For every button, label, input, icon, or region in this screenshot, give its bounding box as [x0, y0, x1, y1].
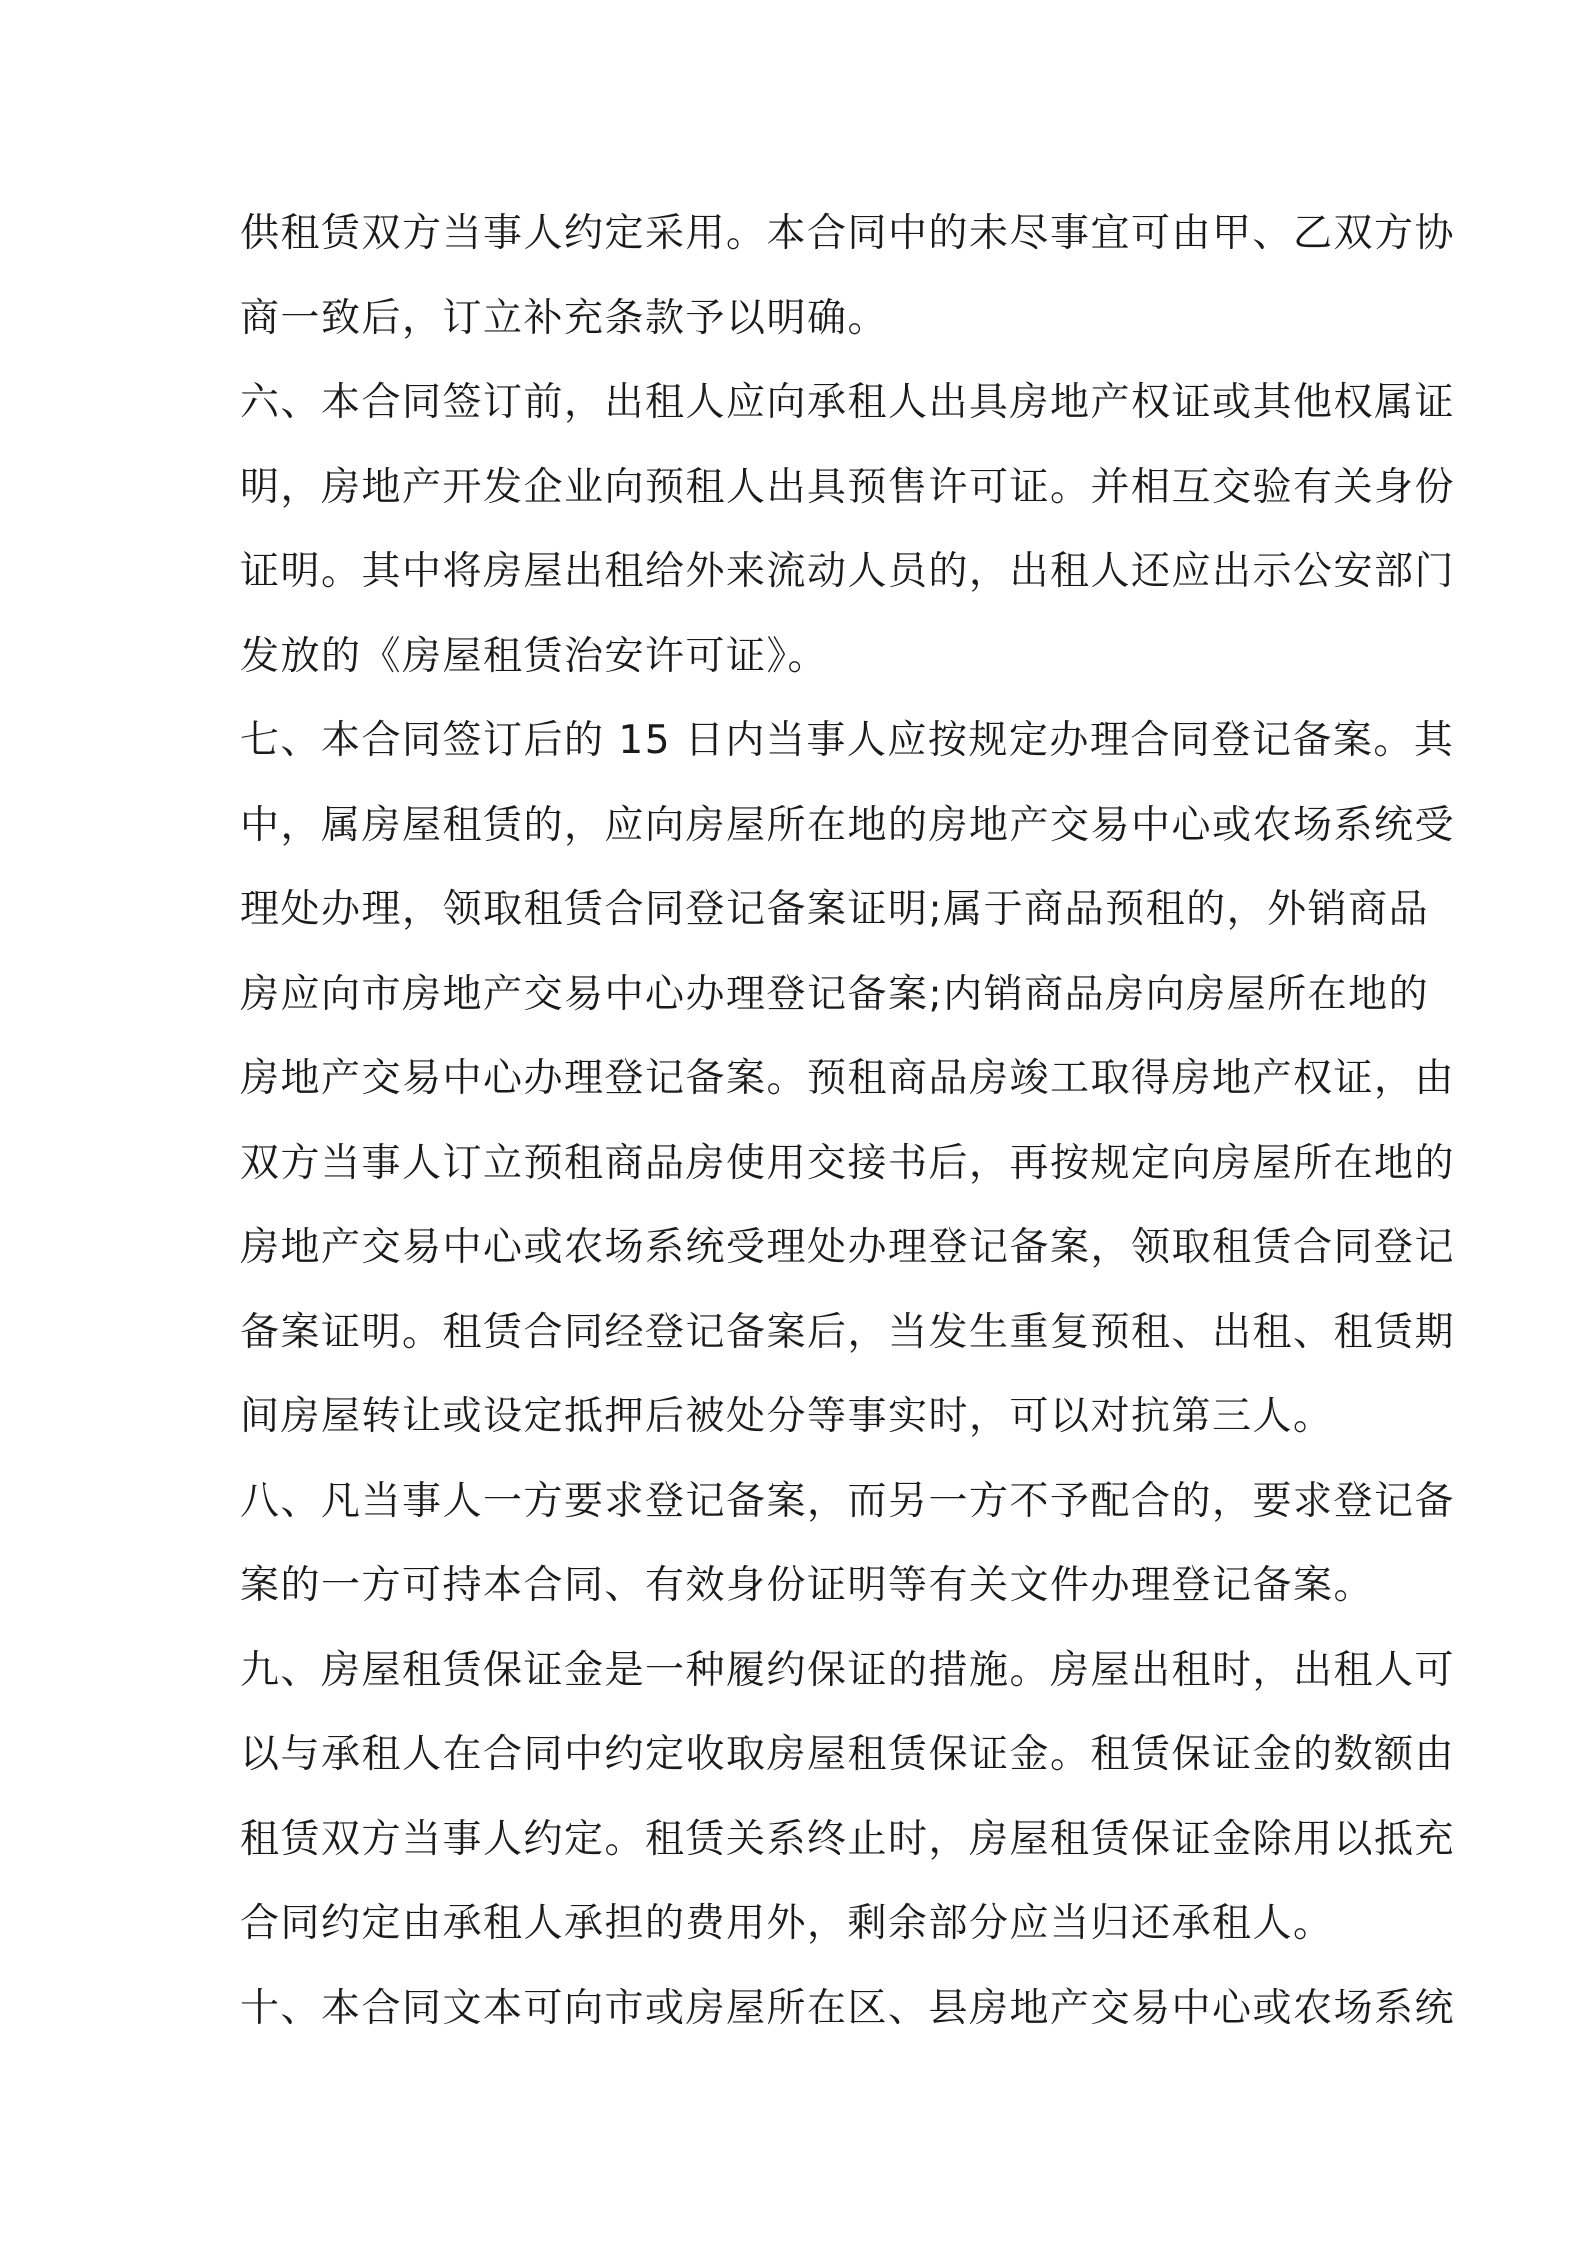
text-line: 明，房地产开发企业向预租人出具预售许可证。并相互交验有关身份	[240, 464, 1456, 510]
text-line: 九、房屋租赁保证金是一种履约保证的措施。房屋出租时，出租人可	[240, 1647, 1456, 1693]
text-line: 以与承租人在合同中约定收取房屋租赁保证金。租赁保证金的数额由	[240, 1732, 1456, 1777]
text-line: 房地产交易中心办理登记备案。预租商品房竣工取得房地产权证，由	[240, 1056, 1456, 1101]
text-line: 中，属房屋租赁的，应向房屋所在地的房地产交易中心或农场系统受	[240, 802, 1456, 848]
text-line: 房地产交易中心或农场系统受理处办理登记备案，领取租赁合同登记	[240, 1225, 1456, 1270]
text-line: 七、本合同签订后的 15 日内当事人应按规定办理合同登记备案。其	[240, 718, 1455, 763]
text-line: 合同约定由承租人承担的费用外，剩余部分应当归还承租人。	[240, 1901, 1334, 1946]
text-line: 双方当事人订立预租商品房使用交接书后，再按规定向房屋所在地的	[240, 1140, 1456, 1186]
text-line: 供租赁双方当事人约定采用。本合同中的未尽事宜可由甲、乙双方协	[240, 211, 1456, 256]
text-line: 商一致后，订立补充条款予以明确。	[240, 295, 889, 341]
text-line: 六、本合同签订前，出租人应向承租人出具房地产权证或其他权属证	[240, 380, 1456, 425]
text-line: 房应向市房地产交易中心办理登记备案;内销商品房向房屋所在地的	[240, 971, 1430, 1017]
text-line: 十、本合同文本可向市或房屋所在区、县房地产交易中心或农场系统	[240, 1985, 1456, 2031]
text-line: 证明。其中将房屋出租给外来流动人员的，出租人还应出示公安部门	[240, 549, 1456, 594]
text-line: 备案证明。租赁合同经登记备案后，当发生重复预租、出租、租赁期	[240, 1309, 1456, 1355]
text-line: 理处办理，领取租赁合同登记备案证明;属于商品预租的，外销商品	[240, 887, 1430, 932]
document-body	[240, 192, 1456, 2051]
text-line: 发放的《房屋租赁治安许可证》。	[240, 633, 829, 679]
text-line: 间房屋转让或设定抵押后被处分等事实时，可以对抗第三人。	[240, 1394, 1334, 1439]
text-line: 案的一方可持本合同、有效身份证明等有关文件办理登记备案。	[240, 1563, 1375, 1608]
text-line: 八、凡当事人一方要求登记备案，而另一方不予配合的，要求登记备	[240, 1478, 1456, 1524]
text-line: 租赁双方当事人约定。租赁关系终止时，房屋租赁保证金除用以抵充	[240, 1816, 1456, 1862]
